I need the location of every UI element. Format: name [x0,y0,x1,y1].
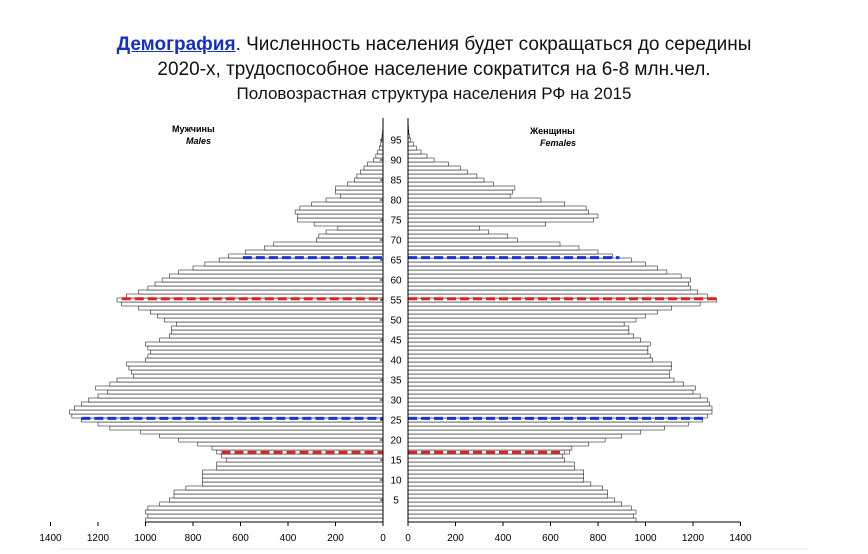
male-bar-age-70 [317,238,384,242]
male-bar-age-87 [360,170,383,174]
female-bar-age-84 [408,182,494,186]
male-bar-age-22 [141,430,383,434]
age-tick-label-35: 35 [390,375,402,387]
male-bar-age-82 [336,190,384,194]
male-bar-age-4 [160,502,383,506]
male-bar-age-58 [148,286,383,290]
male-bar-age-72 [326,230,383,234]
female-x-tick-label-400: 400 [494,533,512,544]
female-bar-age-2 [408,510,636,514]
female-bar-age-7 [408,490,608,494]
age-tick-label-65: 65 [390,255,402,267]
male-x-tick-label-0: 0 [380,533,386,544]
female-bar-age-67 [408,250,598,254]
female-bar-age-36 [408,374,669,378]
female-bar-age-16 [408,454,562,458]
male-bar-age-69 [274,242,383,246]
male-bar-age-48 [172,326,383,330]
male-bar-age-28 [74,406,383,410]
male-bar-age-7 [174,490,383,494]
female-bar-age-82 [408,190,513,194]
female-x-tick-label-800: 800 [589,533,607,544]
female-bar-age-6 [408,494,608,498]
male-bar-age-5 [169,498,383,502]
female-bar-age-29 [408,402,710,406]
male-bar-age-81 [340,194,383,198]
female-bar-age-50 [408,318,636,322]
female-bar-age-86 [408,174,477,178]
male-bar-age-0 [146,518,384,522]
female-bar-age-49 [408,322,624,326]
demography-link[interactable]: Демография [116,34,236,55]
female-bar-age-8 [408,486,603,490]
male-x-tick-label-400: 400 [279,533,297,544]
female-x-tick-label-1200: 1200 [681,533,705,544]
age-tick-label-55: 55 [390,295,402,307]
female-bar-age-52 [408,310,657,314]
male-bar-age-64 [205,262,383,266]
female-bar-age-70 [408,238,517,242]
female-bar-age-78 [408,206,586,210]
female-bar-age-9 [408,482,591,486]
female-bar-age-64 [408,262,646,266]
male-bar-age-11 [203,474,384,478]
female-bar-age-5 [408,498,615,502]
male-bar-age-78 [300,206,383,210]
female-bar-age-41 [408,354,650,358]
female-bar-age-3 [408,506,631,510]
female-bar-age-59 [408,282,688,286]
male-bar-age-93 [379,146,383,150]
female-x-tick-label-0: 0 [405,533,411,544]
female-bar-age-44 [408,342,650,346]
female-bar-age-22 [408,430,641,434]
female-bar-age-88 [408,166,460,170]
age-tick-label-30: 30 [390,395,402,407]
female-bar-age-63 [408,266,657,270]
female-bar-age-30 [408,398,707,402]
male-bar-age-57 [138,290,383,294]
male-bar-age-19 [198,442,383,446]
female-bar-age-90 [408,158,434,162]
age-tick-label-95: 95 [390,135,402,147]
male-bar-age-33 [96,386,383,390]
male-bar-age-46 [169,334,383,338]
age-tick-label-45: 45 [390,335,402,347]
male-bar-age-61 [169,274,383,278]
chart-subtitle: Половозрастная структура населения РФ на 2015 [236,84,632,103]
female-bar-age-43 [408,346,648,350]
male-bar-age-29 [81,402,383,406]
female-bar-age-74 [408,222,546,226]
male-bar-age-40 [146,358,384,362]
female-bar-age-1 [408,514,634,518]
male-x-tick-label-1400: 1400 [39,533,62,544]
male-bar-age-47 [172,330,383,334]
female-bar-age-42 [408,350,648,354]
female-bar-age-91 [408,154,427,158]
female-bar-age-94 [408,142,413,146]
female-bar-age-47 [408,330,629,334]
male-bar-age-79 [312,202,383,206]
female-bar-age-75 [408,218,593,222]
female-bar-age-19 [408,442,589,446]
females-label-en: Females [540,138,577,148]
male-bar-age-45 [160,338,383,342]
male-bar-age-73 [338,226,383,230]
female-bar-age-71 [408,234,508,238]
male-bar-age-3 [148,506,383,510]
male-bar-age-68 [264,246,383,250]
female-bar-age-38 [408,366,672,370]
male-bar-age-6 [174,494,383,498]
age-tick-label-90: 90 [390,155,402,167]
male-bar-age-49 [176,322,383,326]
title-line-1-text: . Численность населения будет сокращаться до середины [235,34,752,55]
males-label-ru: Мужчины [172,124,215,134]
male-bar-age-86 [357,174,383,178]
male-bar-age-12 [203,470,384,474]
pyramid-axes [39,118,752,544]
male-bar-age-21 [160,434,383,438]
female-bar-age-73 [408,226,479,230]
male-bar-age-77 [295,210,383,214]
age-tick-label-85: 85 [390,175,402,187]
female-bar-age-4 [408,502,622,506]
male-bar-age-60 [162,278,383,282]
male-bar-age-20 [179,438,383,442]
age-tick-label-25: 25 [390,415,402,427]
female-bar-age-28 [408,406,712,410]
male-bar-age-75 [298,218,384,222]
female-bar-age-0 [408,518,636,522]
male-bar-age-54 [122,302,383,306]
male-bar-age-14 [217,462,383,466]
male-bar-age-24 [98,422,383,426]
female-bar-age-18 [408,446,572,450]
male-bar-age-30 [89,398,384,402]
male-bar-age-35 [117,378,383,382]
age-tick-label-70: 70 [390,235,402,247]
female-bar-age-33 [408,386,695,390]
female-bar-age-62 [408,270,667,274]
female-bar-age-23 [408,426,665,430]
female-bar-age-32 [408,390,693,394]
male-bar-age-9 [203,482,384,486]
male-bar-age-41 [148,354,383,358]
male-bar-age-10 [203,478,384,482]
female-bar-age-10 [408,478,584,482]
male-bar-age-91 [376,154,383,158]
age-tick-label-50: 50 [390,315,402,327]
male-bar-age-31 [98,394,383,398]
male-x-tick-label-1200: 1200 [86,533,110,544]
female-bar-age-80 [408,198,541,202]
male-bar-age-89 [368,162,383,166]
female-bar-age-39 [408,362,672,366]
males-label-en: Males [186,136,212,146]
female-bar-age-81 [408,194,510,198]
male-bar-age-80 [326,198,383,202]
female-bar-age-14 [408,462,574,466]
male-bar-age-39 [127,362,384,366]
male-bar-age-43 [148,346,383,350]
male-bar-age-32 [108,390,384,394]
female-bar-age-87 [408,170,467,174]
female-bar-age-57 [408,290,698,294]
title-line-2: 2020-х, трудоспособное население сократится на 6-8 млн.чел. [157,59,711,80]
female-bar-age-58 [408,286,691,290]
female-bar-age-53 [408,306,672,310]
age-tick-label-20: 20 [390,435,402,447]
male-bar-age-50 [165,318,384,322]
male-x-tick-label-600: 600 [232,533,249,544]
female-bar-age-13 [408,466,574,470]
male-bar-age-15 [226,458,383,462]
male-bar-age-74 [314,222,383,226]
male-bar-age-92 [378,150,383,154]
age-tick-label-40: 40 [390,355,402,367]
female-bar-age-15 [408,458,565,462]
female-bar-age-83 [408,186,515,190]
female-bar-age-34 [408,382,684,386]
male-bar-age-83 [336,186,384,190]
male-bar-age-34 [110,382,383,386]
male-bar-age-16 [222,454,384,458]
age-tick-label-5: 5 [393,495,399,507]
female-bar-age-27 [408,410,712,414]
male-x-tick-label-200: 200 [327,533,344,544]
male-bar-age-62 [179,270,383,274]
female-x-tick-label-600: 600 [542,533,559,544]
male-bar-age-88 [364,166,383,170]
male-bar-age-23 [110,426,383,430]
male-bar-age-59 [155,282,383,286]
male-bar-age-67 [245,250,383,254]
female-bar-age-79 [408,202,565,206]
female-bar-age-72 [408,230,489,234]
male-x-tick-label-800: 800 [184,533,202,544]
male-bar-age-84 [347,182,383,186]
female-bar-age-85 [408,178,484,182]
age-tick-label-80: 80 [390,195,402,207]
male-bar-age-27 [70,410,384,414]
female-x-tick-label-1000: 1000 [634,533,657,544]
age-tick-label-15: 15 [390,455,402,467]
female-bar-age-61 [408,274,681,278]
male-bar-age-2 [146,510,384,514]
male-bar-age-42 [150,350,383,354]
female-bar-age-93 [408,146,416,150]
male-bar-age-51 [157,314,383,318]
female-bar-age-92 [408,150,421,154]
male-bar-age-53 [138,306,383,310]
female-bar-age-51 [408,314,646,318]
male-bar-age-76 [298,214,384,218]
male-bar-age-71 [319,234,383,238]
female-bar-age-20 [408,438,605,442]
female-bar-age-40 [408,358,653,362]
male-bar-age-1 [148,514,383,518]
female-bar-age-35 [408,378,674,382]
male-bar-age-63 [193,266,383,270]
male-bar-age-8 [186,486,383,490]
female-bar-age-48 [408,326,629,330]
female-bar-age-68 [408,246,579,250]
female-bar-age-89 [408,162,448,166]
female-bar-age-46 [408,334,634,338]
male-bar-age-44 [146,342,384,346]
male-bar-age-52 [150,310,383,314]
female-bar-age-12 [408,470,584,474]
female-bar-age-60 [408,278,691,282]
female-bar-age-54 [408,302,700,306]
female-bar-age-77 [408,210,589,214]
age-tick-label-10: 10 [390,475,402,487]
female-bar-age-37 [408,370,669,374]
male-bar-age-36 [134,374,383,378]
female-bar-age-21 [408,434,622,438]
female-bar-age-31 [408,394,700,398]
age-tick-label-60: 60 [390,275,402,287]
male-bar-age-13 [217,466,383,470]
female-bar-age-24 [408,422,688,426]
female-bar-age-76 [408,214,598,218]
females-label-ru: Женщины [530,126,575,136]
male-bar-age-37 [131,370,383,374]
female-bar-age-45 [408,338,641,342]
male-x-tick-label-1000: 1000 [134,533,157,544]
female-x-tick-label-200: 200 [447,533,464,544]
female-bar-age-11 [408,474,584,478]
male-bar-age-85 [355,178,384,182]
female-bar-age-69 [408,242,560,246]
male-bar-age-38 [129,366,383,370]
male-bar-age-18 [212,446,383,450]
age-tick-label-75: 75 [390,215,402,227]
female-x-tick-label-1400: 1400 [729,533,752,544]
